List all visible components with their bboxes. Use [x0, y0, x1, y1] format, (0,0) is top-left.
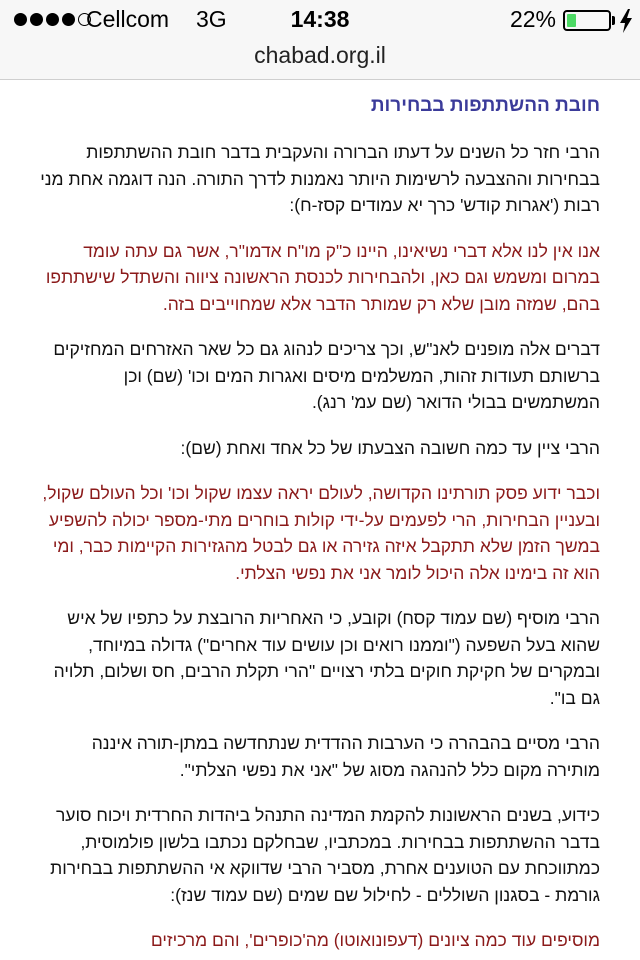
quoted-paragraph: וכבר ידוע פסק תורתינו הקדושה, לעולם יראה עצמו שקול וכו' וכל העולם שקול, ובעניין הבחירות, הרי לפעמים על-ידי קולות בוחרים מתי-מספר יכולה להשפיע במשך הזמן שלא תתקבל איזה גזירה או גם לבטל מהגזירות הקיימות כבר, ומי הוא זה בימינו אלה היכול לומר אני את נפשי הצלתי.	[42, 483, 600, 583]
url-text[interactable]: chabad.org.il	[254, 42, 386, 68]
article-body	[40, 139, 600, 954]
quoted-paragraph: מוסיפים עוד כמה ציונים (דעפונואוטו) מה'כופרים', והם מרכיזים	[150, 930, 600, 950]
battery-tip	[612, 16, 615, 25]
battery-level-fill	[567, 14, 576, 27]
network-type: 3G	[196, 6, 227, 32]
paragraph: דברים אלה מופנים לאנ"ש, וכך צריכים לנהוג גם כל שאר האזרחים המחזיקים ברשותם תעודות זהות, המשלמים מיסים ואגרות המים וכו' (שם) וכן המשתמשים בבולי הדואר (שם עמ' רנג).	[53, 339, 600, 412]
quoted-paragraph: אנו אין לנו אלא דברי נשיאינו, היינו כ"ק מו"ח אדמו"ר, אשר גם עתה עומד במרום ומשמש וגם כאן, ולהבחירות לכנסת הראשונה ציווה והשתדל שישתתפו בהם, שמזה מובן שלא רק שמותר הדבר אלא שמחוייבים בזה.	[45, 240, 600, 314]
battery-icon	[563, 10, 611, 31]
charging-bolt-icon	[619, 9, 633, 33]
status-bar	[0, 0, 640, 40]
paragraph: הרבי מסיים בהבהרה כי הערבות ההדדית שנתחדשה במתן-תורה איננה מותירה מקום כלל להנהגה מסוג של "אני את נפשי הצלתי".	[91, 733, 600, 780]
paragraph: הרבי מוסיף (שם עמוד קסח) וקובע, כי האחריות הרובצת על כתפיו של איש שהוא בעל השפעה ("וממנו רואים וכן עושים עוד אחרים") גדולה במיוחד, ובמקרים של חקיקת חוקים בלתי רצויים "הרי תקלת הרבים, חס ושלום, תלויה גם בו".	[53, 608, 600, 708]
clock: 14:38	[290, 6, 350, 32]
carrier-name: Cellcom	[86, 6, 170, 32]
article-content[interactable]	[0, 80, 640, 960]
paragraph: הרבי חזר כל השנים על דעתו הברורה והעקבית בדבר חובת ההשתתפות בבחירות וההצבעה לרשימות היותר נאמנות לדרך התורה. הנה דוגמה אחת מני רבות ('אגרות קודש' כרך יא עמודים קסז-ח):	[40, 142, 600, 215]
paragraph: כידוע, בשנים הראשונות להקמת המדינה התנהל ביהדות החרדית ויכוח סוער בדבר ההשתתפות בבחירות. במכתביו, שבחלקם נכתבו בלשון פולמוסית, כמתווכחת עם הטוענים אחרת, מסביר הרבי שדווקא אי ההשתתפות בבחירות גורמת - בסגנון השוללים - לחילול שם שמים (שם עמוד שנז):	[50, 805, 600, 905]
browser-url-bar[interactable]	[0, 40, 640, 80]
battery-percentage: 22%	[509, 6, 556, 32]
article-title: חובת ההשתתפות בבחירות	[370, 95, 600, 116]
paragraph: הרבי ציין עד כמה חשובה הצבעתו של כל אחד ואחת (שם):	[180, 437, 600, 458]
